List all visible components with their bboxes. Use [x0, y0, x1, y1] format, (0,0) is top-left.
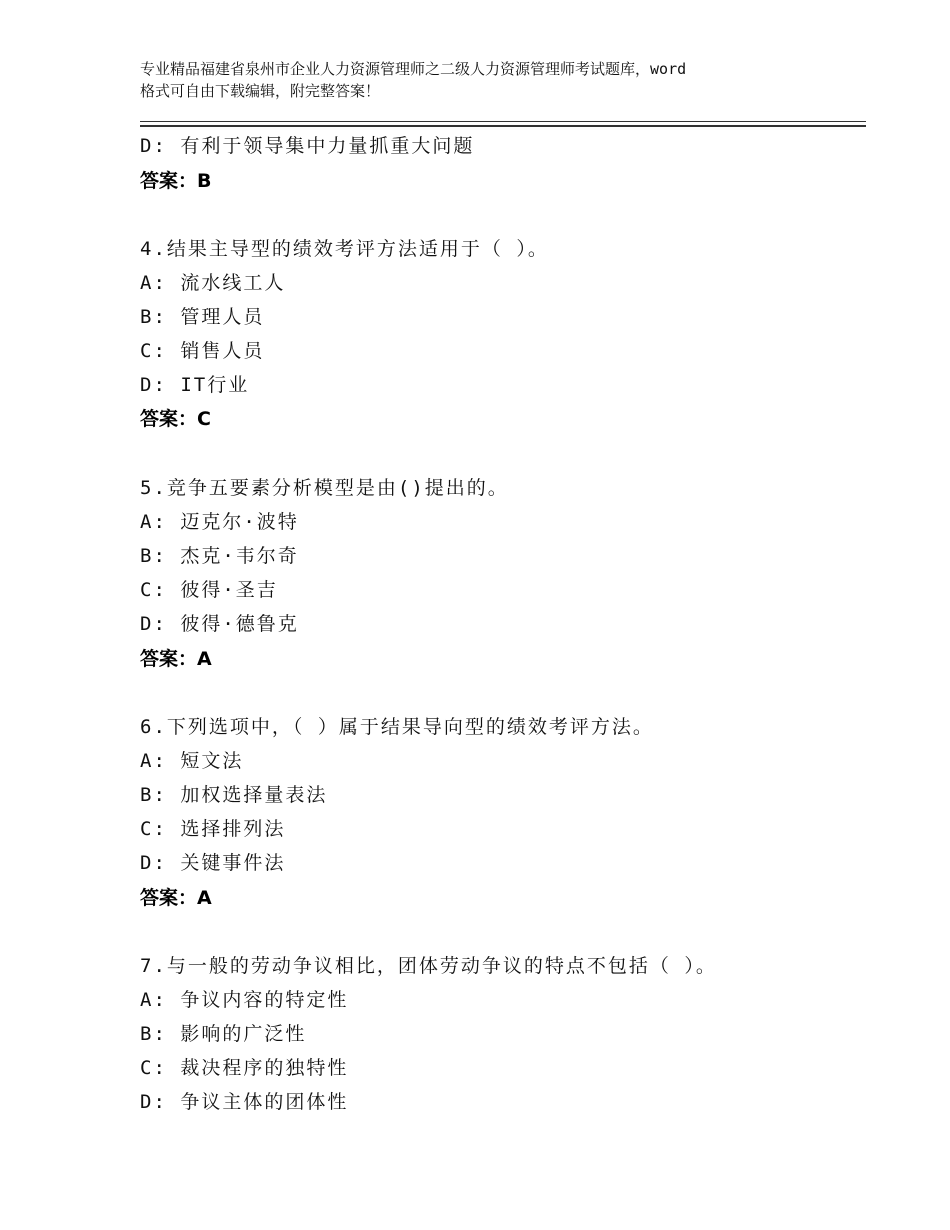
header-title-line-1: 专业精品福建省泉州市企业人力资源管理师之二级人力资源管理师考试题库，word [140, 60, 687, 78]
question-4-option-c: C: 销售人员 [140, 340, 265, 362]
document-header [140, 58, 830, 102]
question-7-option-d: D: 争议主体的团体性 [140, 1091, 349, 1113]
question-5-option-d: D: 彼得·德鲁克 [140, 613, 299, 635]
question-6-stem: 6.下列选项中，（ ）属于结果导向型的绩效考评方法。 [140, 716, 654, 738]
question-4-option-b: B: 管理人员 [140, 306, 265, 328]
question-4-stem: 4.结果主导型的绩效考评方法适用于（ ）。 [140, 238, 549, 260]
question-7-option-b: B: 影响的广泛性 [140, 1023, 307, 1045]
question-5-option-a: A: 迈克尔·波特 [140, 511, 299, 533]
question-7-option-c: C: 裁决程序的独特性 [140, 1057, 349, 1079]
question-5-stem: 5.竞争五要素分析模型是由()提出的。 [140, 477, 509, 499]
header-divider-thick [140, 125, 866, 127]
question-4-answer: 答案：C [140, 408, 211, 430]
question-6-answer: 答案：A [140, 887, 212, 909]
question-5-answer: 答案：A [140, 648, 212, 670]
question-5-option-c: C: 彼得·圣吉 [140, 579, 278, 601]
question-6-option-d: D: 关键事件法 [140, 852, 286, 874]
header-title-line-2: 格式可自由下载编辑，附完整答案！ [140, 82, 381, 100]
prev-question-option-d: D: 有利于领导集中力量抓重大问题 [140, 135, 475, 157]
question-5-option-b: B: 杰克·韦尔奇 [140, 545, 299, 567]
question-6-option-b: B: 加权选择量表法 [140, 784, 328, 806]
question-7-option-a: A: 争议内容的特定性 [140, 989, 349, 1011]
question-6-option-a: A: 短文法 [140, 750, 244, 772]
question-7-stem: 7.与一般的劳动争议相比，团体劳动争议的特点不包括（ ）。 [140, 955, 717, 977]
prev-question-answer: 答案：B [140, 170, 212, 192]
question-4-option-a: A: 流水线工人 [140, 272, 286, 294]
question-4-option-d: D: IT行业 [140, 374, 250, 396]
question-6-option-c: C: 选择排列法 [140, 818, 286, 840]
header-divider-thin [140, 121, 866, 122]
